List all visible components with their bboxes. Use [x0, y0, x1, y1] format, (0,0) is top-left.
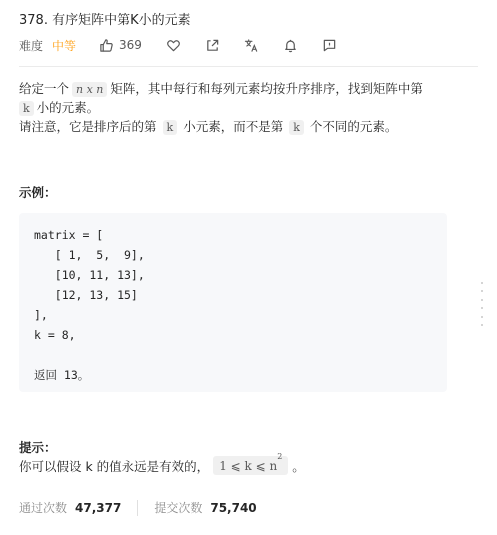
matrix-size-code: n x n	[72, 82, 107, 97]
share-icon	[205, 38, 220, 53]
submission-stats	[19, 499, 257, 516]
description-paragraph-1	[19, 79, 459, 117]
feedback-button[interactable]	[322, 38, 337, 53]
description-paragraph-2	[19, 117, 459, 136]
heart-icon	[166, 38, 181, 53]
like-button[interactable]	[99, 38, 142, 53]
example-code-block	[19, 213, 447, 392]
translate-button[interactable]	[244, 38, 259, 53]
description-text: 矩阵，其中每行和每列元素均按升序排序，找到矩阵中第	[110, 81, 423, 96]
thumbs-up-icon	[99, 38, 114, 53]
favorite-button[interactable]	[166, 38, 181, 53]
submitted-value: 75,740	[210, 500, 257, 515]
hint-math-expr: 1 ⩽ k ⩽ n	[219, 459, 278, 473]
accepted-label: 通过次数	[19, 501, 68, 515]
difficulty-value: 中等	[52, 38, 77, 53]
hint-text	[19, 452, 305, 475]
k-variable-code: k	[19, 101, 34, 116]
handle-dot	[481, 307, 483, 309]
handle-dot	[481, 324, 483, 326]
meta-divider	[19, 66, 478, 67]
example-heading: 示例：	[19, 185, 57, 200]
accepted-value: 47,377	[75, 500, 122, 515]
k-variable-code: k	[289, 120, 304, 135]
problem-title: 378. 有序矩阵中第K小的元素	[19, 13, 191, 28]
description-text: 小的元素。	[36, 100, 100, 115]
handle-dot	[481, 290, 483, 292]
description-text: 个不同的元素。	[309, 119, 398, 134]
bell-icon	[283, 38, 298, 53]
example-code: matrix = [ [ 1, 5, 9], [10, 11, 13], [12, 13, 15] ], k = 8, 返回 13。	[34, 228, 145, 382]
subscribe-button[interactable]	[283, 38, 298, 53]
hint-period: 。	[292, 458, 305, 474]
handle-dot	[481, 282, 483, 284]
hint-math-exponent: 2	[277, 452, 283, 461]
share-button[interactable]	[205, 38, 220, 53]
handle-dot	[481, 316, 483, 318]
submitted-label: 提交次数	[154, 501, 203, 515]
k-variable-code: k	[163, 120, 178, 135]
panel-resize-handle[interactable]	[481, 282, 484, 326]
handle-dot	[481, 299, 483, 301]
problem-description	[19, 79, 459, 136]
stats-separator	[137, 500, 138, 516]
feedback-icon	[322, 38, 337, 53]
description-text: 请注意，它是排序后的第	[19, 119, 157, 134]
hint-heading: 提示：	[19, 440, 57, 455]
problem-meta-bar	[19, 36, 337, 54]
translate-icon	[244, 38, 259, 53]
hint-math	[213, 452, 288, 475]
difficulty-label: 难度	[19, 38, 44, 53]
hint-sentence: 你可以假设 k 的值永远是有效的，	[19, 458, 210, 474]
like-count: 369	[119, 38, 142, 52]
description-text: 给定一个	[19, 81, 70, 96]
description-text: 小元素，而不是第	[183, 119, 284, 134]
